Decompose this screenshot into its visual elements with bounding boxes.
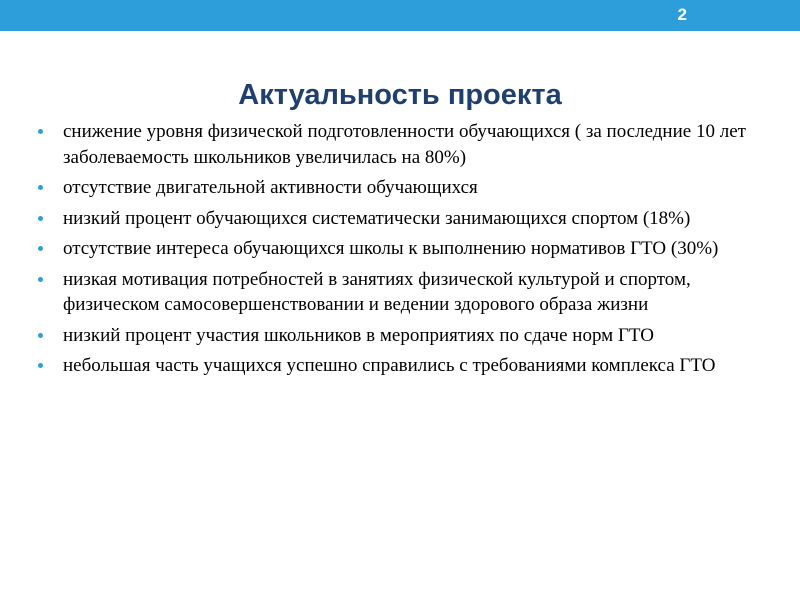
bullet-dot-icon: [38, 277, 43, 282]
bullet-dot-icon: [38, 246, 43, 251]
bullet-item: [38, 323, 758, 349]
bullet-text: отсутствие интереса обучающихся школы к выполнению нормативов ГТО (30%): [63, 238, 719, 259]
bullet-text: снижение уровня физической подготовленности обучающихся ( за последние 10 лет заболеваемость школьников увеличилась на 80%): [63, 121, 746, 168]
bullet-text: низкий процент участия школьников в мероприятиях по сдаче норм ГТО: [63, 324, 655, 346]
bullet-item: [38, 267, 758, 318]
bullet-list: [38, 119, 758, 384]
header-bar: [0, 0, 800, 31]
bullet-text: низкая мотивация потребностей в занятиях физической культурой и спортом, физическом самосовершенствовании и ведении здорового образа жизни: [63, 268, 691, 315]
bullet-item: [38, 119, 758, 170]
bullet-dot-icon: [38, 185, 43, 190]
bullet-text: отсутствие двигательной активности обучающихся: [63, 177, 478, 198]
bullet-dot-icon: [38, 216, 43, 221]
bullet-dot-icon: [38, 363, 43, 368]
bullet-item: [38, 236, 758, 262]
bullet-item: [38, 175, 758, 201]
bullet-dot-icon: [38, 129, 43, 134]
bullet-text: низкий процент обучающихся систематически занимающихся спортом (18%): [63, 207, 691, 229]
bullet-text: небольшая часть учащихся успешно справились с требованиями комплекса ГТО: [63, 355, 716, 376]
page-number: 2: [677, 5, 687, 24]
bullet-dot-icon: [38, 333, 43, 338]
bullet-item: [38, 206, 758, 232]
slide-title: Актуальность проекта: [238, 79, 562, 111]
bullet-item: [38, 353, 758, 379]
